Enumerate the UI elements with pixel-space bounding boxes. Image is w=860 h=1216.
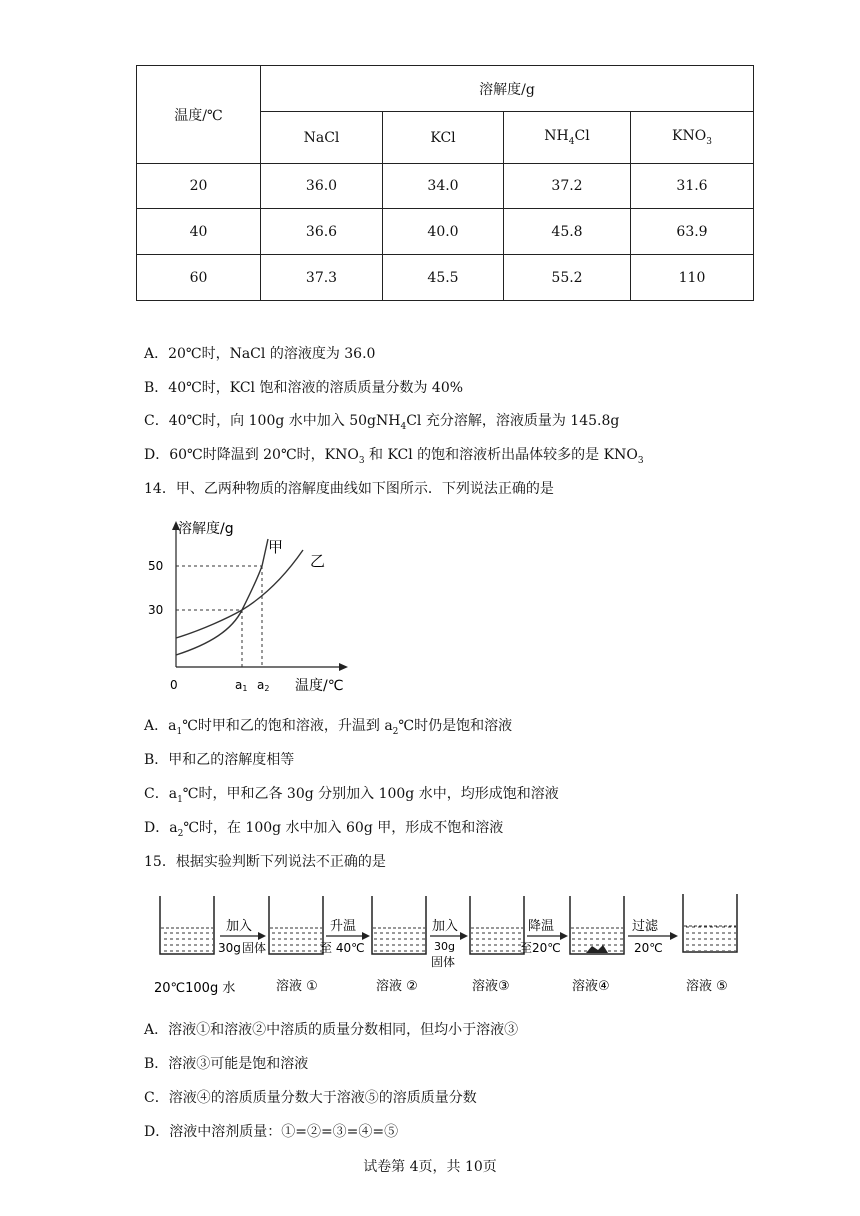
temp-cell: 20 <box>137 164 261 209</box>
x-tick-label: a1 <box>235 678 248 693</box>
value-cell: 36.6 <box>261 209 383 255</box>
q15-option-c: C．溶液④的溶质质量分数大于溶液⑤的溶质质量分数 <box>144 1090 477 1106</box>
beaker-0 <box>160 896 214 954</box>
substance-header: KCl <box>383 112 504 164</box>
temp-cell: 60 <box>137 255 261 301</box>
q14-option-c: C．$a_1℃$时，甲和乙各 30g 分别加入 100g 水中，均形成饱和溶液 <box>144 786 559 805</box>
beaker-label: 溶液 ① <box>276 979 318 994</box>
svg-text:固体: 固体 <box>431 955 456 969</box>
beaker-label: 溶液 ⑤ <box>686 979 728 994</box>
svg-text:升温: 升温 <box>330 919 357 934</box>
table-row <box>137 255 754 301</box>
curve-label-yi: 乙 <box>310 552 326 570</box>
q14-option-b: B．甲和乙的溶解度相等 <box>144 752 295 768</box>
svg-text:至20℃: 至20℃ <box>520 941 561 955</box>
q15-option-b: B．溶液③可能是饱和溶液 <box>144 1056 309 1072</box>
beaker-4 <box>570 896 624 954</box>
origin-label: 0 <box>170 678 178 692</box>
temp-header: 温度/℃ <box>137 66 261 164</box>
q14-stem: 14．甲、乙两种物质的溶解度曲线如下图所示．下列说法正确的是 <box>144 481 554 497</box>
arrow-step-3 <box>430 918 468 969</box>
substance-header: NaCl <box>261 112 383 164</box>
x-tick-label: a2 <box>257 678 270 693</box>
beaker-3 <box>470 896 524 954</box>
q13-option-c: C．40℃时，向 100g 水中加入 50gNH$_4$Cl 充分溶解，溶液质量为 145.8g <box>144 413 620 432</box>
svg-text:20℃: 20℃ <box>634 941 663 955</box>
value-cell: 31.6 <box>631 164 754 209</box>
curve-label-jia: 甲 <box>268 538 284 556</box>
value-cell: 36.0 <box>261 164 383 209</box>
svg-text:过滤: 过滤 <box>632 919 659 934</box>
beaker-5 <box>683 894 737 952</box>
value-cell: 63.9 <box>631 209 754 255</box>
y-axis-label: 溶解度/g <box>178 521 234 537</box>
value-cell: 40.0 <box>383 209 504 255</box>
beaker-label: 溶液 ② <box>376 979 418 994</box>
y-tick-label: 50 <box>148 559 164 573</box>
solubility-curve-graph <box>140 512 370 702</box>
beaker-1 <box>269 896 323 954</box>
svg-text:30g: 30g <box>218 941 241 955</box>
x-axis-arrow <box>339 663 348 671</box>
solubility-table <box>136 65 754 301</box>
y-tick-label: 30 <box>148 603 164 617</box>
svg-text:至 40℃: 至 40℃ <box>320 941 365 955</box>
arrow-step-5 <box>628 918 678 955</box>
q15-option-a: A．溶液①和溶液②中溶质的质量分数相同，但均小于溶液③ <box>144 1022 519 1038</box>
beaker-label: 20℃100g 水 <box>154 981 236 996</box>
value-cell: 37.2 <box>504 164 631 209</box>
svg-text:固体: 固体 <box>242 941 267 955</box>
value-cell: 55.2 <box>504 255 631 301</box>
q15-stem: 15．根据实验判断下列说法不正确的是 <box>144 854 386 870</box>
arrow-step-4 <box>520 919 568 955</box>
value-cell: 45.5 <box>383 255 504 301</box>
substance-header: $KNO_3$ <box>631 112 754 164</box>
arrow-step-1 <box>218 918 266 955</box>
svg-text:加入: 加入 <box>226 919 253 934</box>
q15-option-d: D．溶液中溶剂质量：①=②=③=④=⑤ <box>144 1124 399 1140</box>
solubility-header: 溶解度/g <box>261 66 754 112</box>
svg-text:降温: 降温 <box>528 919 555 934</box>
beaker-label: 溶液③ <box>472 979 510 994</box>
q13-option-a: A．20℃时，NaCl 的溶液度为 36.0 <box>144 346 376 362</box>
value-cell: 37.3 <box>261 255 383 301</box>
table-row <box>137 209 754 255</box>
value-cell: 45.8 <box>504 209 631 255</box>
q13-option-b: B．40℃时，KCl 饱和溶液的溶质质量分数为 40% <box>144 380 464 396</box>
svg-text:30g: 30g <box>434 940 455 953</box>
page-footer: 试卷第 4页，共 10页 <box>363 1159 497 1175</box>
curve-jia <box>176 539 268 655</box>
value-cell: 110 <box>631 255 754 301</box>
substance-header: $NH_4Cl$ <box>504 112 631 164</box>
q14-option-a: A．$a_1℃$时甲和乙的饱和溶液，升温到 $a_2℃$时仍是饱和溶液 <box>144 718 513 737</box>
curve-yi <box>176 550 303 638</box>
svg-text:加入: 加入 <box>432 919 459 934</box>
q13-option-d: D．60℃时降温到 20℃时，$KNO_3$ 和 KCl 的饱和溶液析出晶体较多的是 $KNO_3$ <box>144 447 644 466</box>
beaker-label: 溶液④ <box>572 979 610 994</box>
temp-cell: 40 <box>137 209 261 255</box>
arrow-step-2 <box>320 919 370 955</box>
x-axis-label: 温度/℃ <box>295 678 344 694</box>
table-row <box>137 164 754 209</box>
q14-option-d: D．$a_2℃$时，在 100g 水中加入 60g 甲，形成不饱和溶液 <box>144 820 504 839</box>
value-cell: 34.0 <box>383 164 504 209</box>
experiment-diagram <box>140 888 760 998</box>
beaker-2 <box>372 896 426 954</box>
